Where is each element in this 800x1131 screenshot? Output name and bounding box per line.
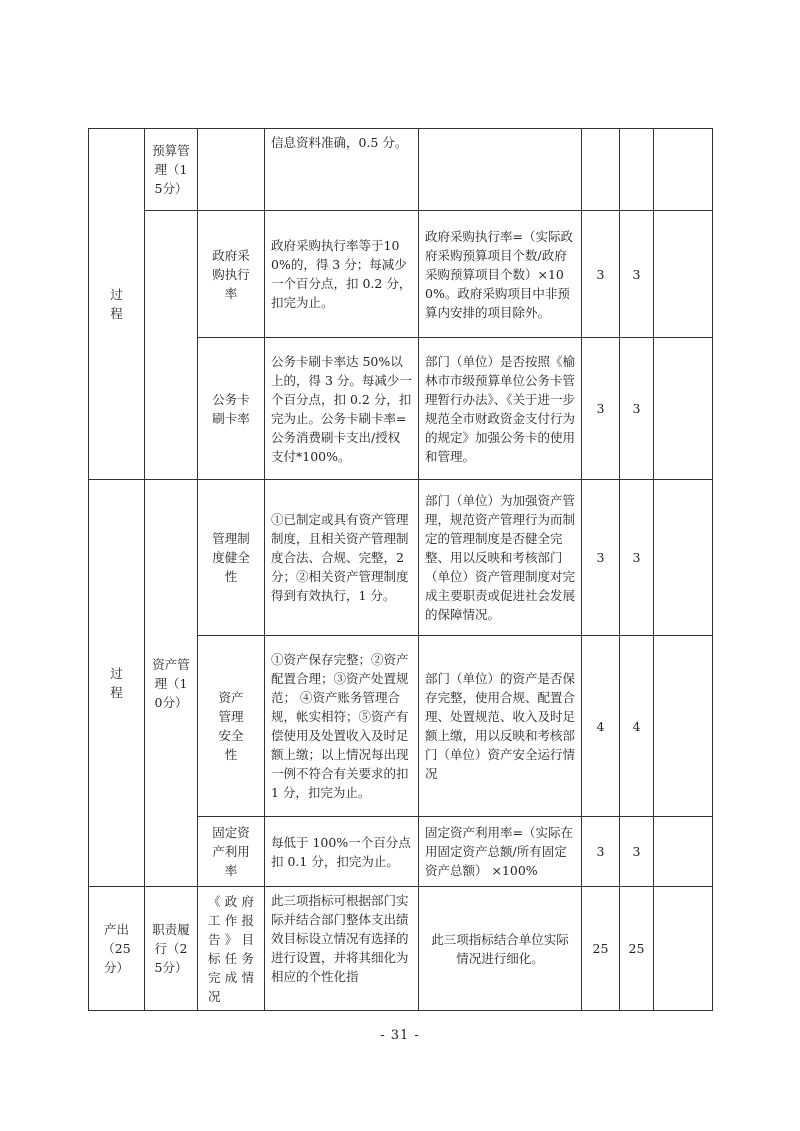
explanation-cell: [419, 129, 582, 211]
score-cell: 3: [582, 480, 620, 636]
criteria-cell: 此三项指标可根据部门实际并结合部门整体支出绩效目标设立情况有选择的进行设置，并将其细化为相应的个性化指: [265, 887, 419, 1011]
criteria-cell: 每低于 100%一个百分点扣 0.1 分，扣完为止。: [265, 817, 419, 887]
explanation-cell: 部门（单位）为加强资产管理，规范资产管理行为而制定的管理制度是否健全完整、用以反映和考核部门（单位）资产管理制度对完成主要职责或促进社会发展的保障情况。: [419, 480, 582, 636]
category-level2-cell: [145, 211, 198, 480]
remark-cell: [654, 817, 713, 887]
remark-cell: [654, 887, 713, 1011]
score-cell: 4: [582, 636, 620, 817]
indicator-cell: 公务卡刷卡率: [198, 338, 265, 480]
category-level2-cell: 职责履行（25分）: [145, 887, 198, 1011]
category-level2-cell: 资产管理（10分）: [145, 480, 198, 887]
criteria-cell: 政府采购执行率等于100%的，得 3 分；每减少一个百分点，扣 0.2 分，扣完为止。: [265, 211, 419, 338]
explanation-cell: 固定资产利用率=（实际在用固定资产总额/所有固定资产总额） ×100%: [419, 817, 582, 887]
score-cell: 3: [620, 211, 654, 338]
indicator-cell: [198, 129, 265, 211]
explanation-cell: 部门（单位）是否按照《榆林市市级预算单位公务卡管理暂行办法》、《关于进一步规范全市财政资金支付行为的规定》加强公务卡的使用和管理。: [419, 338, 582, 480]
category-level1-cell: 过程: [89, 129, 145, 480]
explanation-cell: 此三项指标结合单位实际情况进行细化。: [419, 887, 582, 1011]
table-row: [89, 480, 713, 636]
page-number: - 31 -: [380, 1028, 420, 1043]
remark-cell: [654, 129, 713, 211]
indicator-cell: 政府采购执行率: [198, 211, 265, 338]
evaluation-table-container: [88, 128, 712, 1011]
score-cell: [620, 129, 654, 211]
category-level1-cell: 产出（25分）: [89, 887, 145, 1011]
score-cell: 3: [620, 817, 654, 887]
table-row: [89, 211, 713, 338]
score-cell: 25: [582, 887, 620, 1011]
score-cell: 4: [620, 636, 654, 817]
category-level1-cell: 过程: [89, 480, 145, 887]
score-cell: 3: [620, 338, 654, 480]
table-row: [89, 129, 713, 211]
explanation-cell: 部门（单位）的资产是否保存完整，使用合规、配置合理、处置规范、收入及时足额上缴，用以反映和考核部门（单位）资产安全运行情况: [419, 636, 582, 817]
score-cell: 3: [620, 480, 654, 636]
category-level2-cell: 预算管理（15分）: [145, 129, 198, 211]
evaluation-table: [88, 128, 713, 1011]
indicator-cell: 固定资产利用率: [198, 817, 265, 887]
remark-cell: [654, 636, 713, 817]
criteria-cell: ①资产保存完整；②资产配置合理；③资产处置规范； ④资产账务管理合规，帐实相符；⑤资产有偿使用及处置收入及时足额上缴；以上情况每出现一例不符合有关要求的扣 1 分，扣完为止。: [265, 636, 419, 817]
explanation-cell: 政府采购执行率=（实际政府采购预算项目个数/政府采购预算项目个数）×100%。政府采购项目中非预算内安排的项目除外。: [419, 211, 582, 338]
remark-cell: [654, 338, 713, 480]
remark-cell: [654, 480, 713, 636]
indicator-cell: 《政府工作报告》目标任务完成情况: [198, 887, 265, 1011]
score-cell: 3: [582, 817, 620, 887]
remark-cell: [654, 211, 713, 338]
score-cell: 3: [582, 338, 620, 480]
indicator-cell: 管理制度健全性: [198, 480, 265, 636]
criteria-cell: 信息资料准确，0.5 分。: [265, 129, 419, 211]
indicator-cell: 资产管理安全性: [198, 636, 265, 817]
criteria-cell: ①已制定或具有资产管理制度，且相关资产管理制度合法、合规、完整，2 分；②相关资产管理制度得到有效执行，1 分。: [265, 480, 419, 636]
score-cell: [582, 129, 620, 211]
criteria-cell: 公务卡刷卡率达 50%以上的，得 3 分。每减少一个百分点，扣 0.2 分，扣完为止。公务卡刷卡率=公务消费刷卡支出/授权支付*100%。: [265, 338, 419, 480]
score-cell: 25: [620, 887, 654, 1011]
score-cell: 3: [582, 211, 620, 338]
table-row: [89, 887, 713, 1011]
